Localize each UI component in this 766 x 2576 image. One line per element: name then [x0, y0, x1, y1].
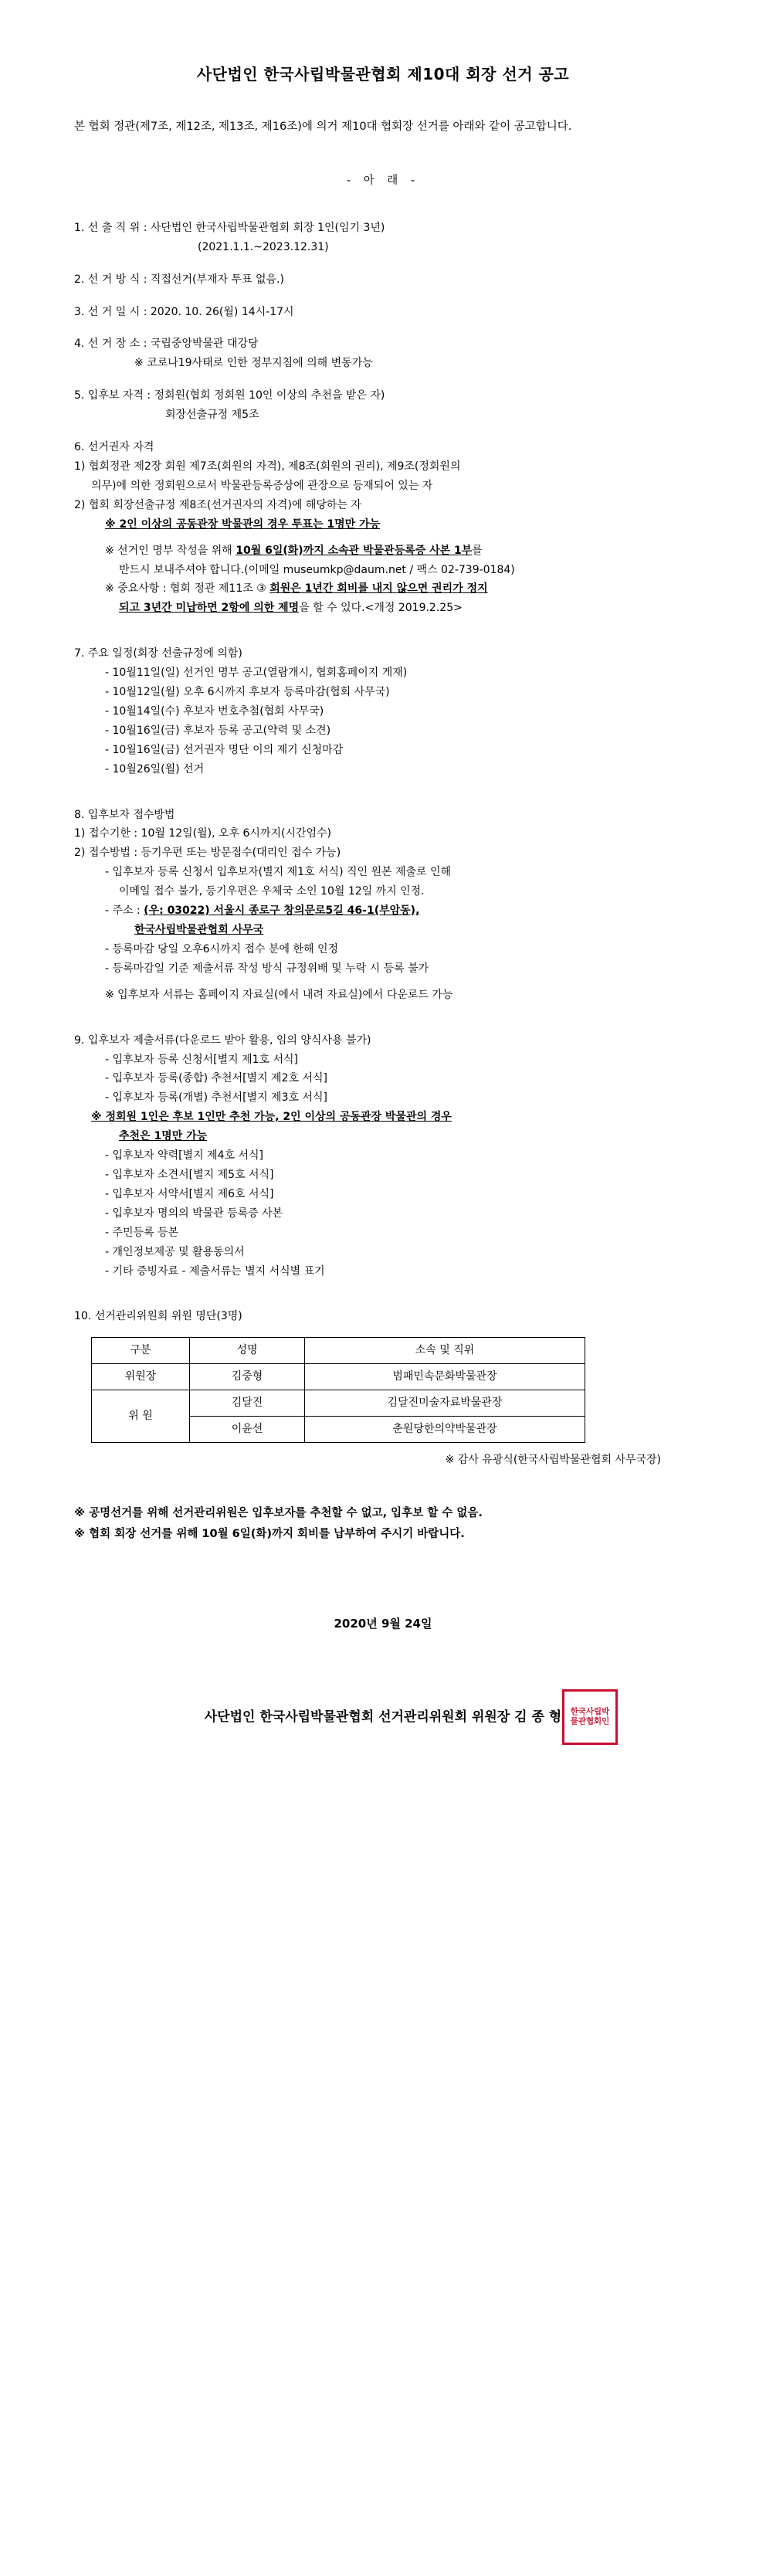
section-2-heading: 2. 선 거 방 식 : 직접선거(부재자 투표 없음.) [74, 273, 284, 286]
section-6-item-3: 2) 협회 회장선출규정 제8조(선거권자의 자격)에 해당하는 자 [74, 498, 361, 511]
table-header-name: 성명 [190, 1338, 305, 1364]
section-6-note-bold: ※ 2인 이상의 공동관장 박물관의 경우 투표는 1명만 가능 [105, 518, 381, 531]
table-header-role: 구분 [92, 1338, 190, 1364]
section-8 [74, 806, 692, 1005]
table-header-affiliation: 소속 및 직위 [305, 1338, 585, 1364]
section-3-heading: 3. 선 거 일 시 : 2020. 10. 26(월) 14시-17시 [74, 305, 294, 318]
section-7-heading: 7. 주요 일정(회장 선출규정에 의함) [74, 647, 242, 660]
committee-table [91, 1337, 585, 1443]
section-6-note-1-prefix: ※ 선거인 명부 작성을 위해 [105, 544, 236, 557]
section-4-sub: ※ 코로나19사태로 인한 정부지침에 의해 변동가능 [134, 357, 373, 370]
section-7-item: - 10월16일(금) 선거권자 명단 이의 제기 신청마감 [105, 743, 344, 756]
section-5-sub: 회장선출규정 제5조 [165, 409, 259, 422]
section-5-heading: 5. 입후보 자격 : 정회원(협회 정회원 10인 이상의 추천을 받은 자) [74, 389, 385, 402]
section-6-note-1 [74, 541, 692, 561]
section-3 [74, 303, 692, 322]
section-1-heading: 1. 선 출 직 위 : 사단법인 한국사립박물관협회 회장 1인(임기 3년) [74, 221, 385, 234]
section-2 [74, 270, 692, 290]
section-9-item: - 입후보자 등록 신청서[별지 제1호 서식] [105, 1053, 298, 1066]
section-9-heading: 9. 입후보자 제출서류(다운로드 받아 활용, 임의 양식사용 불가) [74, 1033, 371, 1047]
section-8-address-prefix: - 주소 : [105, 904, 144, 918]
section-8-extra-2: - 등록마감일 기준 제출서류 작성 방식 규정위배 및 누락 시 등록 불가 [105, 962, 429, 975]
issue-date: 2020년 9월 24일 [334, 1616, 432, 1631]
table-row [92, 1390, 585, 1417]
intro-paragraph: 본 협회 정관(제7조, 제12조, 제13조, 제16조)에 의거 제10대 협회장 선거를 아래와 같이 공고합니다. [74, 120, 572, 133]
section-8-sub-2: 이메일 접수 불가, 등기우편은 우체국 소인 10월 12일 까지 인정. [119, 885, 425, 898]
section-4-heading: 4. 선 거 장 소 : 국립중앙박물관 대강당 [74, 338, 259, 351]
section-9-item: - 입후보자 등록(개별) 추천서[별지 제3호 서식] [105, 1091, 327, 1105]
section-8-item-1: 1) 접수기한 : 10월 12일(월), 오후 6시까지(시간엄수) [74, 827, 332, 840]
section-8-address [74, 901, 692, 921]
signature-line [74, 1705, 692, 1725]
section-7-item: - 10월14일(수) 후보자 번호추첨(협회 사무국) [105, 704, 324, 718]
official-seal-stamp [562, 1689, 618, 1745]
closing-notice-2: ※ 협회 회장 선거를 위해 10월 6일(화)까지 회비를 납부하여 주시기 바랍니다. [74, 1528, 465, 1541]
row-role: 위원장 [92, 1364, 190, 1390]
row-affiliation: 범패민속문화박물관장 [305, 1364, 585, 1390]
section-10 [74, 1307, 692, 1469]
closing-notice-1: ※ 공명선거를 위해 선거관리위원은 입후보자를 추천할 수 없고, 입후보 할 수 없음. [74, 1506, 483, 1519]
section-9-item: - 입후보자 등록(종합) 추천서[별지 제2호 서식] [105, 1072, 327, 1085]
row-name: 김중형 [190, 1364, 305, 1390]
section-6-heading: 6. 선거권자 자격 [74, 441, 154, 454]
section-8-heading: 8. 입후보자 접수방법 [74, 808, 175, 821]
section-6-note-4-underline: 되고 3년간 미납하면 2항에 의한 제명 [119, 602, 300, 615]
section-5 [74, 386, 692, 425]
section-1-sub: (2021.1.1.~2023.12.31) [198, 240, 329, 253]
table-row [92, 1364, 585, 1390]
section-10-heading: 10. 선거관리위원회 위원 명단(3명) [74, 1310, 242, 1323]
section-9-item: - 주민등록 등본 [105, 1226, 179, 1239]
section-7-item: - 10월26일(월) 선거 [105, 762, 205, 776]
section-9-item: - 개인정보제공 및 활용동의서 [105, 1245, 245, 1258]
section-6-note-1-suffix: 를 [472, 544, 483, 557]
section-8-address-line2: 한국사립박물관협회 사무국 [134, 924, 264, 936]
section-7 [74, 644, 692, 779]
section-7-item: - 10월12일(월) 오후 6시까지 후보자 등록마감(협회 사무국) [105, 686, 390, 699]
section-8-item-2: 2) 접수방법 : 등기우편 또는 방문접수(대리인 접수 가능) [74, 847, 341, 860]
section-7-item: - 10월16일(금) 후보자 등록 공고(약력 및 소견) [105, 724, 331, 737]
section-6-item-1: 1) 협회정관 제2장 회원 제7조(회원의 자격), 제8조(회원의 권리), 제9조(정회원의 [74, 460, 461, 473]
section-6-item-2: 의무)에 의한 정회원으로서 박물관등록증상에 관장으로 등재되어 있는 자 [91, 479, 433, 492]
section-8-extra-1: - 등록마감 당일 오후6시까지 접수 분에 한해 인정 [105, 942, 339, 955]
section-9-item: - 입후보자 소견서[별지 제5호 서식] [105, 1168, 274, 1181]
section-6-note-4-suffix: 을 할 수 있다.<개정 2019.2.25> [299, 602, 463, 615]
section-4 [74, 334, 692, 373]
signature-text: 사단법인 한국사립박물관협회 선거관리위원회 위원장 김 종 형 [204, 1709, 562, 1725]
section-9-item: - 입후보자 명의의 박물관 등록증 사본 [105, 1207, 283, 1220]
section-9-item: - 입후보자 서약서[별지 제6호 서식] [105, 1187, 274, 1200]
section-9-item: - 입후보자 약력[별지 제4호 서식] [105, 1149, 263, 1162]
stamp-text: 한국사립박물관협회인 [570, 1706, 610, 1726]
row-affiliation: 김달진미술자료박물관장 [305, 1390, 585, 1417]
section-6 [74, 438, 692, 618]
auditor-note: ※ 감사 유광식(한국사립박물관협회 사무국장) [445, 1454, 661, 1467]
section-8-address-underline: (우: 03022) 서울시 종로구 창의문로5길 46-1(부암동), [144, 904, 420, 918]
section-8-note: ※ 입후보자 서류는 홈페이지 자료실(에서 내려 자료실)에서 다운로드 가능 [105, 988, 453, 1001]
row-name: 김달진 [190, 1390, 305, 1417]
section-9-item: - 기타 증빙자료 - 제출서류는 별지 서식별 표기 [105, 1264, 325, 1278]
section-6-note-4 [74, 599, 692, 618]
row-name: 이윤선 [190, 1417, 305, 1443]
section-8-sub-1: - 입후보자 등록 신청서 입후보자(별지 제1호 서식) 직인 원본 제출로 인해 [105, 866, 452, 879]
table-header-row [92, 1338, 585, 1364]
center-divider-label: - 아 래 - [346, 174, 420, 187]
row-affiliation: 춘원당한의약박물관장 [305, 1417, 585, 1443]
row-role: 위 원 [92, 1390, 190, 1443]
section-6-note-2: 반드시 보내주셔야 합니다.(이메일 museumkp@daum.net / 팩스 02-739-0184) [119, 563, 515, 576]
section-9-note-bold-2: 추천은 1명만 가능 [119, 1130, 208, 1143]
section-9-note-bold-1: ※ 정회원 1인은 후보 1인만 추천 가능, 2인 이상의 공동관장 박물관의 경우 [91, 1111, 452, 1124]
section-6-note-3-underline: 회원은 1년간 회비를 내지 않으면 권리가 정지 [269, 582, 488, 596]
section-6-note-3-prefix: ※ 중요사항 : 협회 정관 제11조 ③ [105, 582, 270, 596]
page-title: 사단법인 한국사립박물관협회 제10대 회장 선거 공고 [196, 65, 570, 83]
section-9 [74, 1031, 692, 1281]
section-1 [74, 219, 692, 257]
section-6-note-1-underline: 10월 6일(화)까지 소속관 박물관등록증 사본 1부 [236, 544, 473, 557]
section-6-note-3 [74, 579, 692, 599]
section-7-item: - 10월11일(일) 선거인 명부 공고(열람개시, 협회홈페이지 게재) [105, 667, 408, 680]
